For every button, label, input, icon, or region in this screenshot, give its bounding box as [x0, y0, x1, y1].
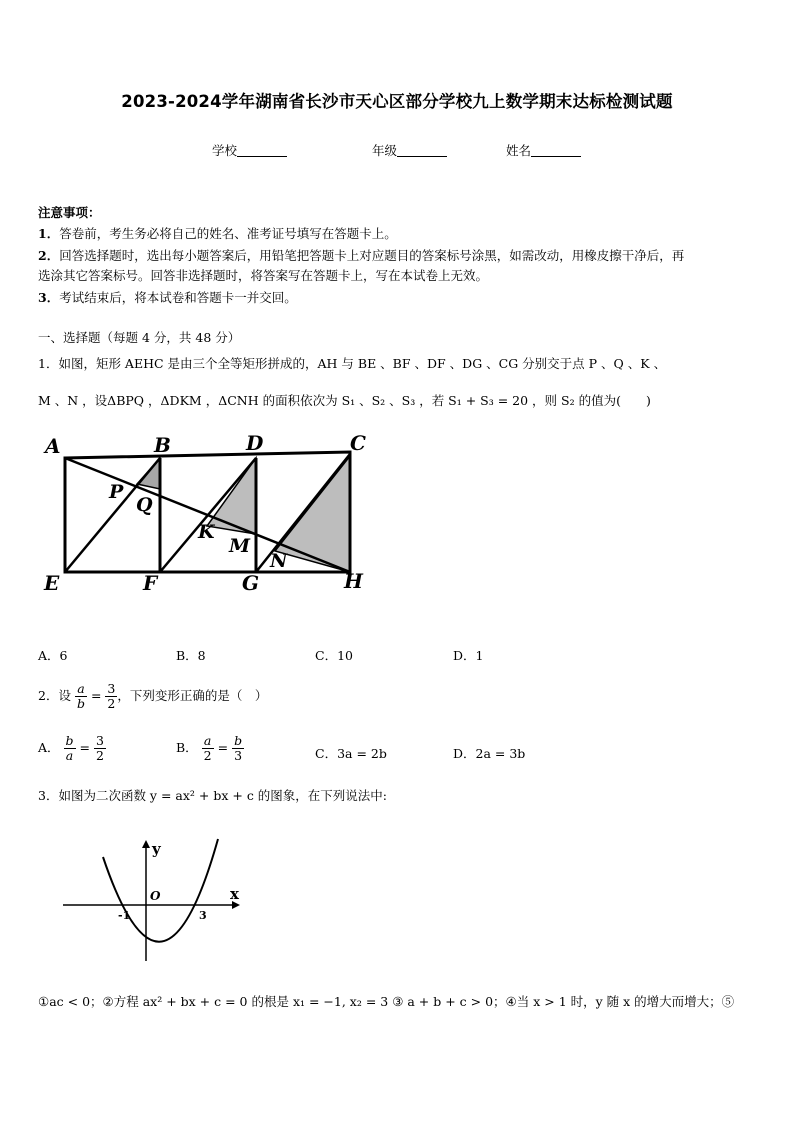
q3-graph [58, 835, 248, 965]
q2-option-a-left: $\frac{b}{a}$ [65, 733, 74, 763]
label-m: M [229, 535, 251, 557]
label-x: x [230, 885, 239, 903]
notice-item-2-line2: 选涂其它答案标号。回答非选择题时，将答案写在答题卡上，写在本试卷上无效。 [38, 268, 489, 283]
q2-option-d: D．2a = 3b [453, 746, 526, 761]
q2-option-c: C．3a = 2b [315, 746, 387, 761]
school-field [212, 141, 287, 159]
notice-item-3-text: 考试结束后，将本试卷和答题卡一并交回。 [59, 290, 297, 305]
label-c: C [350, 431, 366, 455]
y-axis-arrow [142, 840, 150, 848]
notice-item-3 [38, 288, 297, 306]
notice-item-1-num: 1． [38, 226, 60, 241]
q3-stem: 3．如图为二次函数 y = ax² + bx + c 的图象，在下列说法中: [38, 788, 387, 803]
q2-option-a-right: $\frac{3}{2}$ [95, 733, 104, 763]
q2-given-value: $\frac{3}{2}$ [107, 681, 116, 711]
q1-option-d: D．1 [453, 648, 484, 663]
q2-option-a-label: A． [38, 740, 60, 755]
label-n: N [270, 550, 288, 572]
q2-prefix: 2．设 [38, 688, 71, 703]
label-g: G [242, 571, 260, 595]
q2-option-b [176, 734, 244, 763]
grade-blank [397, 144, 447, 157]
label-q: Q [136, 494, 153, 516]
grade-label: 年级 [372, 143, 398, 158]
notice-item-1-text: 答卷前，考生务必将自己的姓名、准考证号填写在答题卡上。 [59, 226, 397, 241]
label-a: A [45, 434, 61, 458]
q1-option-c: C．10 [315, 648, 353, 663]
q2-given-equals: = [90, 688, 102, 703]
notice-heading: 注意事项： [38, 205, 101, 220]
q2-given-fraction: $\frac{a}{b}$ [76, 681, 85, 711]
label-h: H [344, 569, 363, 593]
label-p: P [109, 481, 124, 503]
q2-option-b-label: B． [176, 740, 198, 755]
notice-item-1 [38, 224, 397, 242]
q2-stem [38, 682, 267, 711]
label-f: F [143, 571, 158, 595]
label-neg1: -1 [118, 909, 131, 922]
section-heading: 一、选择题（每题 4 分，共 48 分） [38, 330, 241, 345]
grade-field [372, 141, 447, 159]
name-label: 姓名 [506, 143, 532, 158]
notice-item-2-line1: 回答选择题时，选出每小题答案后，用铅笔把答题卡上对应题目的答案标号涂黑，如需改动，用橡皮擦干净后，再 [59, 248, 685, 263]
school-label: 学校 [212, 143, 238, 158]
q2-option-b-equals: = [217, 740, 229, 755]
q2-option-a-equals: = [79, 740, 90, 755]
notice-item-2-num: 2． [38, 248, 60, 263]
name-blank [531, 144, 581, 157]
q3-statements: ①ac < 0；②方程 ax² + bx + c = 0 的根是 x₁ = −1, x₂ = 3 ③ a + b + c > 0；④当 x > 1 时，y 随 x 的增大而增大；⑤ [38, 994, 735, 1009]
q1-option-b: B．8 [176, 648, 206, 663]
label-e: E [44, 571, 60, 595]
page-title: 2023-2024学年湖南省长沙市天心区部分学校九上数学期末达标检测试题 [121, 92, 673, 111]
q2-option-b-right: $\frac{b}{3}$ [234, 733, 243, 763]
label-k: K [198, 521, 215, 543]
q1-option-a: A．6 [38, 648, 68, 663]
label-three: 3 [199, 909, 207, 922]
q1-line1: 1．如图，矩形 AEHC 是由三个全等矩形拼成的，AH 与 BE 、BF 、DF 、DG 、CG 分别交于点 P 、Q 、K 、 [38, 356, 667, 371]
label-d: D [246, 431, 264, 455]
notice-item-3-num: 3． [38, 290, 60, 305]
q2-suffix: ，下列变形正确的是（ ） [117, 688, 268, 703]
q2-option-b-left: $\frac{a}{2}$ [203, 733, 212, 763]
label-origin: O [150, 889, 161, 903]
school-blank [237, 144, 287, 157]
q2-option-a [38, 734, 106, 763]
name-field [506, 141, 581, 159]
label-b: B [154, 433, 171, 457]
label-y: y [152, 840, 161, 858]
q1-figure [30, 428, 380, 600]
q1-line2: M 、N ，设ΔBPQ ，ΔDKM ，ΔCNH 的面积依次为 S₁ 、S₂ 、S₃ ，若 S₁ + S₃ = 20 ，则 S₂ 的值为( ) [38, 393, 651, 408]
notice-item-2 [38, 246, 684, 264]
